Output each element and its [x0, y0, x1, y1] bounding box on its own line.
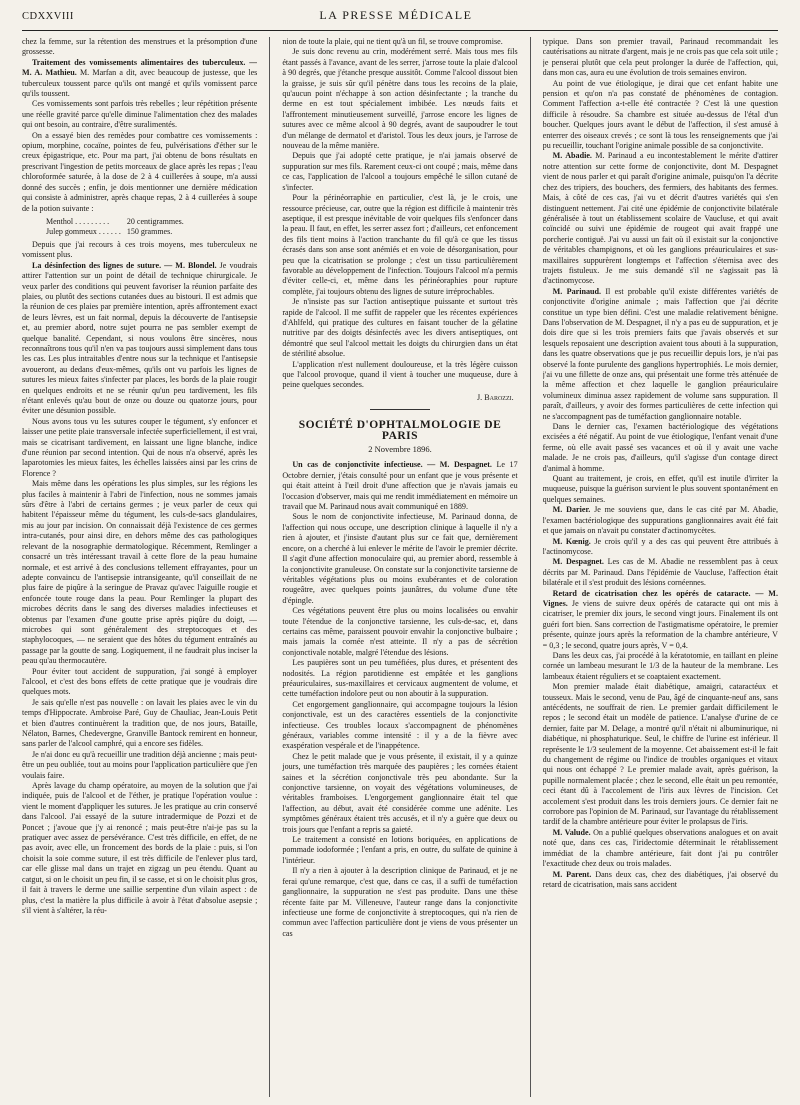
speaker-name: M. Darier.: [552, 505, 591, 515]
paragraph: Cet engorgement ganglionnaire, qui accompagne toujours la lésion conjonctivale, est un des caractères essentiels de la conjonctivite infectieuse. Ces troubles locaux s'accompagnent de phénomènes généraux, variables comme intensité : il y a de la fièvre avec exaspération vespérale et de l'inappétence.: [282, 699, 518, 751]
paragraph: [282, 460, 517, 512]
section-date: 2 Novembre 1896.: [368, 444, 432, 455]
paragraph: chez la femme, sur la rétention des menstrues et la présomption d'une grossesse.: [22, 37, 258, 57]
journal-title: LA PRESSE MÉDICALE: [319, 8, 473, 22]
paragraph: [543, 557, 778, 588]
paragraph: Il n'y a rien à ajouter à la description clinique de Parinaud, et je ne ferai qu'une remarque, c'est que, dans ce cas, il a suffi de tuméfaction ganglionnaire, la suppuration ne s'est pas produite. Dans une thèse récente faite par M. Villeneuve, l'auteur range dans la conjonctivite infectieuse une forme de conjonctivite à streptocoques, qui n'a rien de commun avec l'affection particulière dont je viens de vous présenter un cas: [282, 866, 518, 938]
ingredient: Julep gommeux . . . . . .: [46, 226, 121, 236]
prescription-row: [46, 227, 190, 237]
section-separator: [370, 409, 430, 410]
column-3: [543, 37, 778, 1097]
article-columns: [22, 37, 778, 1097]
ingredient: Menthol . . . . . . . . .: [46, 216, 110, 226]
article-title: Traitement des vomissements alimentaires des tuberculeux. — M. A. Mathieu.: [22, 57, 258, 78]
paragraph-text: Je me souviens que, dans le cas cité par M. Abadie, l'examen bactériologique des suppurations ganglionnaires avait été fait et que jamais on n'avait pu constater d'actinomycètes.: [542, 505, 778, 536]
paragraph: [543, 870, 778, 891]
column-1: [22, 37, 257, 1097]
paragraph: [543, 828, 778, 870]
paragraph-text: Je voudrais attirer l'attention sur un point de détail de technique chirurgicale. Je veux parler des conditions qui peuvent favoriser la réunion parfaite des plaies, ou plutôt des sections cutanées dues au bistouri. Il est admis que la réunion de ces plaies par première intention, après affrontement exact de leurs lèvres, est un fait normal, depuis la découverte de l'antisepsie et, au premier abord, notre sujet pourra ne pas sembler exempt de quelque banalité. Cependant, si nous voulons être sincères, nous reconnaîtrons tous qu'il n'en va pas toujours aussi simplement dans tous les cas. Les plus intraitables d'entre nous sur la technique et l'antisepsie avoueront, au dedans d'eux-mêmes, qu'ils ont vu parfois les lignes de sutures les mieux faites s'infecter par places, les bords de la plaie rougir en quelques endroits et ne se réunir qu'un peu tardivement, les fils n'étant enlevés qu'au bout de onze ou douze ou quatorze jours, pour éviter une désunion possible.: [22, 260, 258, 416]
paragraph: nion de toute la plaie, qui ne tient qu'à un fil, se trouve compromise.: [282, 37, 503, 46]
paragraph: Dans le dernier cas, l'examen bactériologique des végétations excisées a été négatif. Au point de vue étiologique, l'enfant venait d'une ferme, où elle avait passé ses vacances et où il y avait une vache malade. Je ne crois pas, d'ailleurs, qu'il s'agisse d'un contage direct d'animal à homme.: [542, 422, 778, 473]
prescription-table: [46, 217, 190, 237]
paragraph: Sous le nom de conjonctivite infectieuse, M. Parinaud donna, de l'affection qui nous occupe, une description clinique à laquelle il n'y a rien à ajouter, et j'insiste d'autant plus sur ce fait que, dernièrement encore, on a cherché à lui enlever le mérite de l'avoir le premier décrite. Il s'agit d'une affection monoculaire qui, au premier abord, ressemble à la conjonctivite granuleuse. On constate sur la conjonctivite tarsienne de véritables végétations plus ou moins exubérantes et de coloration rougeâtre, avec quelques points jaunâtres, du volume d'une tête d'épingle.: [282, 512, 518, 605]
paragraph: Je n'ai donc eu qu'à recueillir une tradition déjà ancienne ; mais peut-être un peu oubliée, tout au moins pour l'application particulière que j'en voulais faire.: [22, 749, 258, 780]
paragraph: Pour éviter tout accident de suppuration, j'ai songé à employer l'alcool, et c'est des bons effets de cette pratique que je voudrais dire quelques mots.: [22, 666, 258, 697]
section-title: SOCIÉTÉ D'OPHTALMOLOGIE DE PARIS: [298, 419, 502, 442]
header-rule: [22, 30, 778, 31]
speaker-name: M. Valude.: [552, 827, 591, 837]
column-divider: [530, 37, 531, 1097]
paragraph: [543, 287, 778, 422]
prescription-row: [46, 217, 190, 227]
paragraph: [543, 505, 778, 536]
paragraph: Ces végétations peuvent être plus ou moins localisées ou envahir toute l'étendue de la conjonctive tarsienne, les culs-de-sac, et, dans certains cas même, paraissent pouvoir envahir la conjonctive bulbaire ; mais jamais la cornée n'est atteinte. Il n'y a pas de sécrétion conjonctivale notable, malgré l'étendue des lésions.: [282, 606, 518, 657]
paragraph: [543, 151, 778, 286]
paragraph-text: Je viens de suivre deux opérés de cataracte qui ont mis à cicatriser, le premier dix jours, le second vingt jours. Finalement ils ont guéri fort bien. Sans correction de l'astigmatisme opératoire, le premier présente, quinze jours après la reformation de la chambre antérieure, V = 0,3 ; le second, quatre jours après, V = 0,4.: [542, 598, 778, 650]
speaker-name: M. Parinaud.: [552, 286, 602, 296]
paragraph: [22, 58, 257, 100]
paragraph-text: Dans deux cas, chez des diabétiques, j'ai observé du retard de cicatrisation, mais sans accident: [542, 869, 778, 889]
paragraph: L'application n'est nullement douloureuse, et la très légère cuisson que l'alcool provoque, quand il vient à toucher une muqueuse, dure à peine quelques secondes.: [282, 359, 518, 390]
paragraph: [543, 537, 778, 558]
paragraph-text: Je crois qu'il y a des cas qui peuvent être attribués à l'actinomycose.: [542, 536, 778, 556]
column-divider: [269, 37, 270, 1097]
speaker-name: M. Abadie.: [552, 151, 592, 161]
paragraph: Nous avons tous vu les sutures couper le tégument, s'y enfoncer et laisser une petite plaie transversale infectée superficiellement, il est vrai, mais se cicatrisant tardivement, en laissant une ligne blanche, indice d'une réunion par second intention. Qui de nous n'a observé, après les laparotomies les mieux faites, les échelles laissées ainsi par les crins de Florence ?: [22, 416, 258, 478]
paragraph-text: Le 17 Octobre dernier, j'étais consulté pour un enfant que je vous présente et qui était atteint à l'œil droit d'une affection que je n'avais jamais eu l'occasion d'observer, mais qui me rendit immédiatement en mémoire un travail que M. Parinaud nous avait communiqué en 1889.: [282, 460, 518, 512]
paragraph: Mais même dans les opérations les plus simples, sur les régions les plus faciles à maintenir à l'abri de l'infection, nous ne sommes jamais sûrs d'être à l'abri de certains germes ; je veux parler de ceux qui habitent l'épaisseur même du tégument, les culs-de-sacs glandulaires, mis au jour par incision. On connaissait déjà l'existence de ces germes intra-cutanés, pour ainsi dire, en dehors même des cas pathologiques relevant de la nosographie dermatologique. Récemment, Remlinger a consacré un très intéressant travail à cette flore de la peau humaine normale, et est arrivé à des conclusions tellement effrayantes, pour un adepte convaincu de l'antisepsie intransigeante, qu'il conseillait de ne plus faire de piqûre à la seringue de Pravaz qu'avec l'aiguille rougie et enfoncée toute rouge dans la peau. Pour Remlinger la plupart des microbes décrits dans le sang des diverses maladies infectieuses et obtenus par l'examen d'une goutte prise après piqûre du doigt, — microbes qui sont généralement des streptocoques et des staphylocoques, — ne seraient que des hôtes du tégument entraînés au passage par la goutte de sang. Logiquement, il ne faudrait plus inciser la peau qu'au thermocautère.: [22, 479, 258, 666]
article-title: La désinfection des lignes de suture. — M. Blondel.: [32, 260, 217, 270]
speaker-name: M. Kœnig.: [552, 536, 591, 546]
article-title: Retard de cicatrisation chez les opérés de cataracte. — M. Vignes.: [542, 588, 778, 608]
speaker-name: M. Despagnet.: [552, 557, 604, 567]
paragraph: Mon premier malade était diabétique, amaigri, cataractéux et tousseux. Mais le second, venu de Pau, âgé de cinquante-neuf ans, sans antécédents, ne souffrait de rien. Le premier gardait difficilement le repos ; le second était un modèle de patience. L'analyse d'urine de ce dernier, faite par M. Delage, a montré qu'il n'était ni albuminurique, ni diabétique, ni phosphaturique. Seul, le chiffre de l'urine est inférieur. Il représente le 1/3 seulement de la moyenne. Cet abaissement est-il le fait du changement de régime ou l'indice de troubles organiques et vitaux qui nous ont échappé ? Le premier malade avait, après guérison, la pupille normalement placée ; chez le second, elle était un peu remontée, ceci étant dû à l'accolement de l'iris aux lèvres de l'incision. Cet accolement s'est produit dans les trois derniers jours. Ce dernier fait ne corrobore pas l'opinion de M. Parinaud, sur l'avantage du rétablissement tardif de la chambre antérieure pour éviter le prolapsus de l'iris.: [542, 682, 778, 827]
paragraph: Quant au traitement, je crois, en effet, qu'il est inutile d'irriter la muqueuse, puisque la guérison survient le plus souvent spontanément en quelques semaines.: [542, 474, 778, 504]
paragraph: Après lavage du champ opératoire, au moyen de la solution que j'ai indiquée, puis de l'alcool et de l'éther, je pratique l'opération voulue : vient le moment d'appliquer les sutures. Je les pratique au crin conservé dans l'alcool. J'ai essayé de la suture intradermique de Pozzi et de Poncet ; j'avoue que j'y ai renoncé ; mais peut-être n'ai-je pas su la pratiquer avec assez de persévérance. C'est très difficile, en effet, de ne pas avoir, avec elle, un froncement des bords de la plaie : puis, si l'on choisit la soie comme suture, il est très difficile de l'enlever plus tard, car elle glisse mal dans un trajet en zigzag un peu étendu. Quant au catgut, si on le choisit un peu fin, il se casse, et si on le choisit plus gros, il fait à travers le derme une saillie serpentine d'un vilain aspect : de plus, c'est la matière la plus difficile à avoir à l'état d'absolue asepsie ; s'il vient à s'altérer, la réu-: [22, 781, 258, 915]
page-number: CDXXVIII: [22, 11, 74, 22]
paragraph-text: M. Parinaud a eu incontestablement le mérite d'attirer notre attention sur cette forme de conjonctivite, dont M. Despagnet vient de nous parler et qui paraît d'origine animale, puisqu'on l'a décrite chez des tripiers, des bouchers, des fermiers, des habitants des fermes. Mais, à côté de ces cas, j'ai vu et décrit d'autres variétés qui s'en distinguent nettement. J'ai cité une épidémie de conjonctivite bilatérale généralisée à tout un établissement scolaire de Vaucluse, et qui avait coïncidé ou suivi une épidémie de rougeot qui avait frappé une porcherie contiguë. J'ai vu aussi un fait où il existait sur la conjonctive de véritables champignons, et où les ganglions préauriculaires et sus-maxillaires suppurèrent longtemps et l'affection s'éternisa avec des trajets fistuleux. Je me suis demandé s'il ne s'agissait pas là d'actinomycose.: [542, 151, 778, 286]
paragraph: [22, 261, 257, 417]
paragraph: Dans les deux cas, j'ai procédé à la kératotomie, en taillant en pleine cornée un lambeau mesurant le 1/3 de la hauteur de la membrane. Les lambeaux étaient réguliers et se coaptaient exactement.: [542, 650, 778, 681]
paragraph: Ces vomissements sont parfois très rebelles ; leur répétition présente une réelle gravité parce qu'elle diminue l'alimentation chez des malades qui ont besoin, au contraire, d'être suralimentés.: [22, 99, 258, 130]
paragraph: typique. Dans son premier travail, Parinaud recommandait les cautérisations au nitrate d'argent, mais je ne crois pas que cela soit utile ; je penserai plutôt que cela peut prolonger la durée de l'affection, qui, dans mon cas, aura eu une évolution de trois semaines environ.: [542, 37, 778, 78]
paragraph: Au point de vue étiologique, je dirai que cet enfant habite une pension et qu'on n'a pas constaté de phénomènes de contagion. Comment l'affection a-t-elle été contractée ? C'est là une question difficile à résoudre. Sa chambre est située au-dessus de l'étal d'un boucher. Quelques jours avant le début de l'affection, il s'est amusé à enterrer des oiseaux crevés ; ce sont là tous les renseignements que j'ai pu recueillir, touchant l'origine animale possible de sa conjonctivite.: [542, 78, 778, 151]
paragraph-text: On a publié quelques observations analogues et on avait noté que, dans ces cas, l'iridectomie déterminait le rétablissement immédiat de la chambre antérieure, fait dont j'ai pu contrôler l'exactitude chez deux ou trois malades.: [542, 827, 778, 869]
quantity: 20 centigrammes.: [126, 216, 184, 226]
paragraph: On a essayé bien des remèdes pour combattre ces vomissements : opium, morphine, cocaïne, pointes de feu, pulvérisations d'éther sur le creux épigastrique, etc. Pour ma part, j'ai obtenu de bons résultats en prescrivant l'ingestion de petits morceaux de glace après les repas ; l'eau chloroformée saturée, à la dose de 2 à 4 cuillerées à soupe, m'a aussi donné des succès ; enfin, je dois mentionner une dernière médication qui consiste à administrer, après chaque repas, 2 à 4 cuillerées à soupe de la potion suivante :: [22, 130, 258, 213]
paragraph: Je suis donc revenu au crin, modérément serré. Mais tous mes fils étant passés à l'avance, avant de les serrer, j'arrose toute la plaie d'alcool à 90 degrés, que j'étanche presque aussitôt. Comme l'alcool dissout bien la graisse, je suis sûr qu'il pénètre dans tous les recoins de la plaie, qu'aucun point n'échappe à son action désinfectante ; la tranche du derme en est tout spécialement imbibée. Les nœuds faits et l'affrontement minutieusement surveillé, j'arrose encore les lignes de sutures avec ce même alcool à 90 degrés, avant de saupoudrer le tout d'un mélange de dermatol et d'aristol. Tous les deux jours, je l'arrose de nouveau de la même manière.: [282, 47, 518, 151]
paragraph: Chez le petit malade que je vous présente, il existait, il y a quinze jours, une tuméfaction très marquée des paupières ; les cornées étaient saines et la sécrétion conjonctivale très peu abondante. Sur la conjonctive tarsienne, on voyait des végétations volumineuses, de véritables framboises. L'engorgement ganglionnaire était tel que l'affection, au début, avait été considérée comme une adénite. Les symptômes généraux étaient très accusés, et il n'y a guère que deux ou trois jours que l'enfant a repris sa gaieté.: [282, 751, 518, 834]
speaker-name: M. Parent.: [552, 869, 592, 879]
paragraph: Les paupières sont un peu tuméfiées, plus dures, et présentent des nodosités. La région parotidienne est empâtée et les ganglions préauriculaires, sus-maxillaires et cervicaux augmentent de volume, et cette tuméfaction indolore peut ou non aboutir à la suppuration.: [282, 658, 518, 699]
page-header: [22, 8, 778, 28]
author-signature: J. Barozzi.: [477, 392, 514, 402]
column-2: [282, 37, 517, 1097]
paragraph: [543, 589, 778, 651]
quantity: 150 grammes.: [126, 226, 173, 236]
paragraph: Depuis que j'ai adopté cette pratique, je n'ai jamais observé de suppuration sur mes fils. Rarement ceux-ci ont coupé ; mais, même dans ce cas, l'application de l'alcool a toujours empêché le sillon cutané de s'infecter.: [282, 151, 518, 192]
article-title: Un cas de conjonctivite infectieuse. — M. Despagnet.: [292, 460, 492, 470]
paragraph-text: M. Marfan a dit, avec beaucoup de justesse, que les tuberculeux toussent parce qu'ils ont mangé et qu'ils vomissent parce qu'ils toussent.: [22, 68, 258, 99]
paragraph-text: Les cas de M. Abadie ne ressemblent pas à ceux décrits par M. Parinaud. Dans l'épidémie de Vaucluse, l'affection était bilatérale et il s'est produit des lésions cornéennes.: [542, 557, 778, 588]
paragraph-text: Il est probable qu'il existe différentes variétés de conjonctivite d'origine animale ; mais l'affection que j'ai décrite constitue un type bien défini. C'est une maladie relativement bénigne. Dans l'observation de M. Despagnet, il n'y a pas eu de suppuration, et je dois dire que si les trois premiers faits que j'avais observés et sur lesquels reposaient une description avaient tous abouti à la suppuration, dans les quatre observations que je pus recueillir depuis lors, je n'ai pas observé la fonte purulente des ganglions hypertrophiés. Le mois dernier, j'ai vu une fillette de onze ans, qui présentait une forme très atténuée de la même affection et chez laquelle le ganglion préauriculaire volumineux diminua assez rapidement de volume sans suppuration. Il paraît, d'ailleurs, y avoir des formes particulières de cette infection qui ne s'accompagnent pas de tuméfaction ganglionnaire notable.: [542, 286, 778, 421]
paragraph: Pour la périnéorraphie en particulier, c'est là, je le crois, une ressource précieuse, car, outre que la région est difficile à maintenir très aseptique, il est presque inévitable de voir quelques fils s'enfoncer dans la peau. Il faut, en effet, les serrer assez fort ; d'ailleurs, cet enfoncement des fils tient moins à l'action tranchante du fil qu'à ce que les tissus écrasés dans son anse sont anémiés et en voie de désorganisation, pour peu que la cicatrisation se prolonge ; c'est un tissu particulièrement favorable au développement de l'infection. Toujours l'alcool m'a permis d'éviter celle-ci, et, même dans les périnéoraphies pour rupture complète, j'ai toujours obtenu des lignes de suture irréprochables.: [282, 193, 518, 296]
paragraph: Depuis que j'ai recours à ces trois moyens, mes tuberculeux ne vomissent plus.: [22, 239, 258, 260]
paragraph: Je sais qu'elle n'est pas nouvelle : on lavait les plaies avec le vin du temps d'Hippocrate. Ambroise Paré, Guy de Chauliac, Jean-Louis Petit et bien d'autres continuèrent la tradition que, de nos jours, Bataille, Nélaton, Barnes, Chedevergne, Granville Bantock remirent en honneur, sans parler de l'alcool camphré, qui a encore ses fidèles.: [22, 697, 258, 749]
paragraph: Le traitement a consisté en lotions boriquées, en applications de pommade iodoformée ; l'enfant a pris, en outre, du sulfate de quinine à l'intérieur.: [282, 835, 518, 865]
paragraph: Je n'insiste pas sur l'action antiseptique puissante et surtout très rapide de l'alcool. Il me suffit de rappeler que les récentes expériences d'Ahlfeld, qui pratique des cultures en faisant toucher de la gélatine nutritive par des doigts désinfectés avec les divers antiseptiques, ont démontré que seul l'alcool mettait les doigts du chirurgien dans un état de stérilité absolue.: [282, 297, 518, 359]
